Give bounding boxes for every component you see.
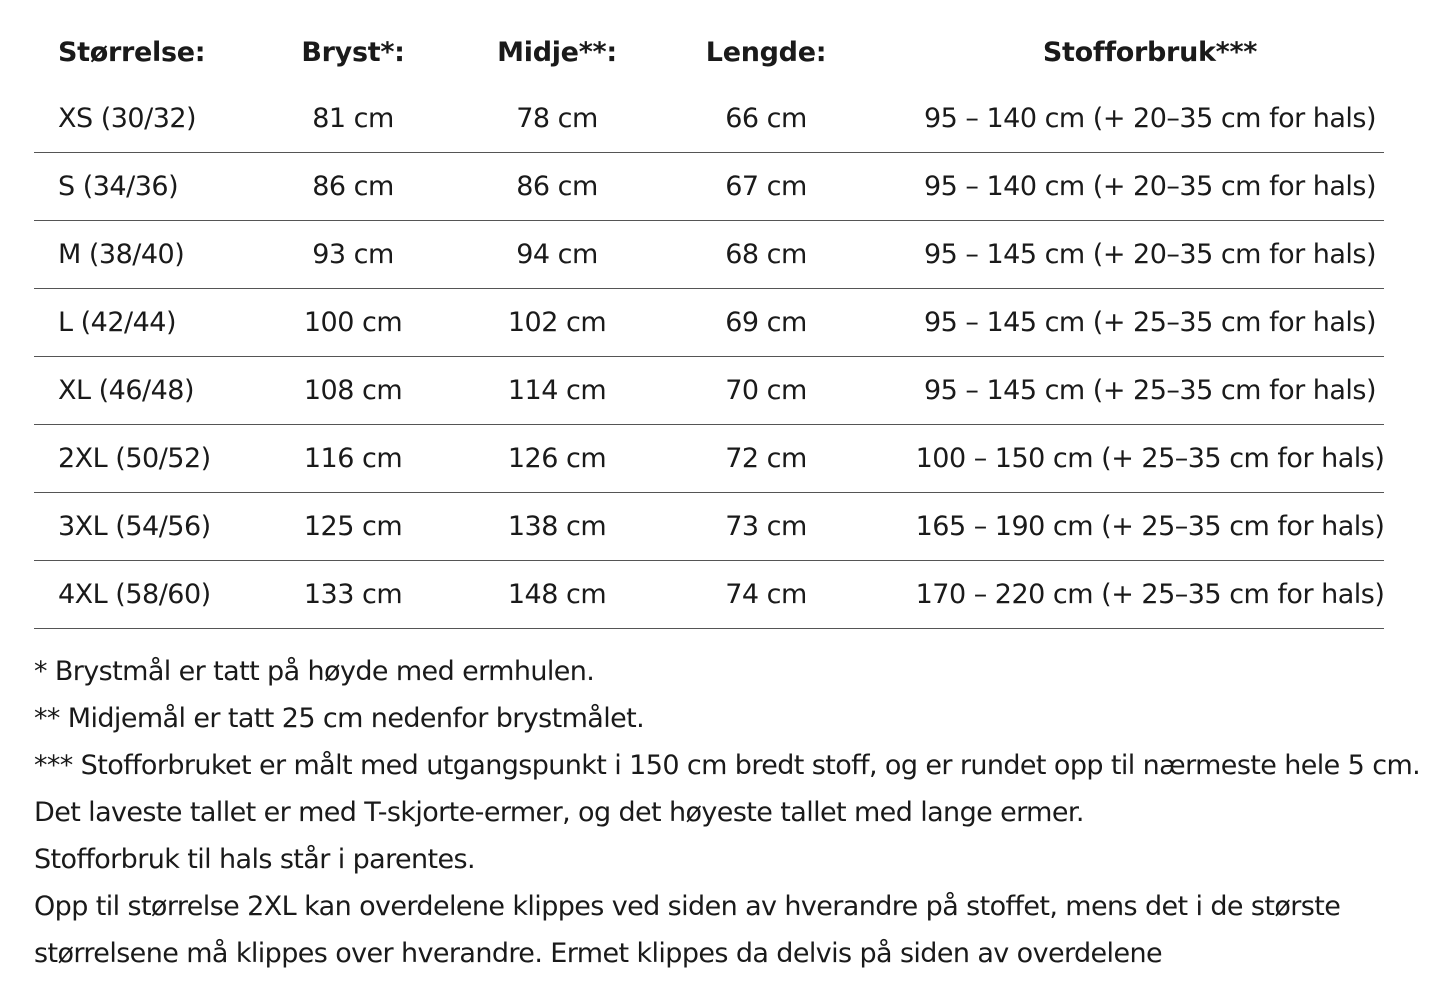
header-fabric: Stofforbruk*** (1042, 37, 1258, 68)
cell-size: L (42/44) (58, 307, 177, 338)
table-row (34, 153, 1384, 221)
cell-size: 2XL (50/52) (58, 443, 211, 474)
cell-bust: 116 cm (303, 443, 403, 474)
cell-fabric: 95 – 140 cm (+ 20–35 cm for hals) (923, 103, 1377, 134)
cell-length: 67 cm (725, 171, 807, 202)
cell-length: 73 cm (725, 511, 807, 542)
cell-bust: 108 cm (303, 375, 403, 406)
cell-length: 69 cm (725, 307, 807, 338)
cell-size: XS (30/32) (58, 103, 197, 134)
cell-waist: 138 cm (507, 511, 607, 542)
footnote-bust: * Brystmål er tatt på høyde med ermhulen. (34, 656, 595, 687)
cell-size: 3XL (54/56) (58, 511, 211, 542)
cell-waist: 114 cm (507, 375, 607, 406)
note-cutting-1: Opp til størrelse 2XL kan overdelene klippes ved siden av hverandre på stoffet, mens det i de største (34, 891, 1341, 922)
table-row (34, 425, 1384, 493)
cell-length: 70 cm (725, 375, 807, 406)
cell-bust: 125 cm (303, 511, 403, 542)
cell-size: S (34/36) (58, 171, 179, 202)
cell-fabric: 95 – 145 cm (+ 25–35 cm for hals) (923, 375, 1377, 406)
header-waist: Midje**: (497, 37, 617, 68)
note-neck-fabric: Stofforbruk til hals står i parentes. (34, 844, 475, 875)
cell-waist: 102 cm (507, 307, 607, 338)
header-size: Størrelse: (58, 37, 206, 68)
cell-size: XL (46/48) (58, 375, 194, 406)
table-row (34, 221, 1384, 289)
header-length: Lengde: (705, 37, 827, 68)
header-bust: Bryst*: (301, 37, 405, 68)
cell-waist: 148 cm (507, 579, 607, 610)
size-chart-table (34, 20, 1384, 629)
table-row (34, 561, 1384, 629)
cell-fabric: 95 – 140 cm (+ 20–35 cm for hals) (923, 171, 1377, 202)
cell-fabric: 100 – 150 cm (+ 25–35 cm for hals) (915, 443, 1385, 474)
cell-length: 72 cm (725, 443, 807, 474)
cell-bust: 133 cm (303, 579, 403, 610)
cell-waist: 94 cm (516, 239, 598, 270)
cell-fabric: 95 – 145 cm (+ 25–35 cm for hals) (923, 307, 1377, 338)
table-row (34, 357, 1384, 425)
note-sleeves: Det laveste tallet er med T-skjorte-ermer, og det høyeste tallet med lange ermer. (34, 797, 1084, 828)
cell-length: 66 cm (725, 103, 807, 134)
cell-length: 68 cm (725, 239, 807, 270)
cell-fabric: 170 – 220 cm (+ 25–35 cm for hals) (915, 579, 1385, 610)
table-header-row (34, 20, 1384, 85)
footnote-waist: ** Midjemål er tatt 25 cm nedenfor brystmålet. (34, 703, 645, 734)
cell-size: M (38/40) (58, 239, 185, 270)
cell-bust: 81 cm (312, 103, 394, 134)
cell-bust: 93 cm (312, 239, 394, 270)
table-row (34, 289, 1384, 357)
table-row (34, 85, 1384, 153)
cell-waist: 86 cm (516, 171, 598, 202)
cell-size: 4XL (58/60) (58, 579, 211, 610)
footnote-fabric: *** Stofforbruket er målt med utgangspunkt i 150 cm bredt stoff, og er rundet opp til nærmeste hele 5 cm. (34, 750, 1421, 781)
cell-fabric: 165 – 190 cm (+ 25–35 cm for hals) (915, 511, 1385, 542)
note-cutting-2: størrelsene må klippes over hverandre. Ermet klippes da delvis på siden av overdelene (34, 938, 1162, 969)
footnotes (34, 648, 1434, 977)
cell-fabric: 95 – 145 cm (+ 20–35 cm for hals) (923, 239, 1377, 270)
cell-waist: 78 cm (516, 103, 598, 134)
table-row (34, 493, 1384, 561)
cell-waist: 126 cm (507, 443, 607, 474)
cell-length: 74 cm (725, 579, 807, 610)
cell-bust: 86 cm (312, 171, 394, 202)
cell-bust: 100 cm (303, 307, 403, 338)
